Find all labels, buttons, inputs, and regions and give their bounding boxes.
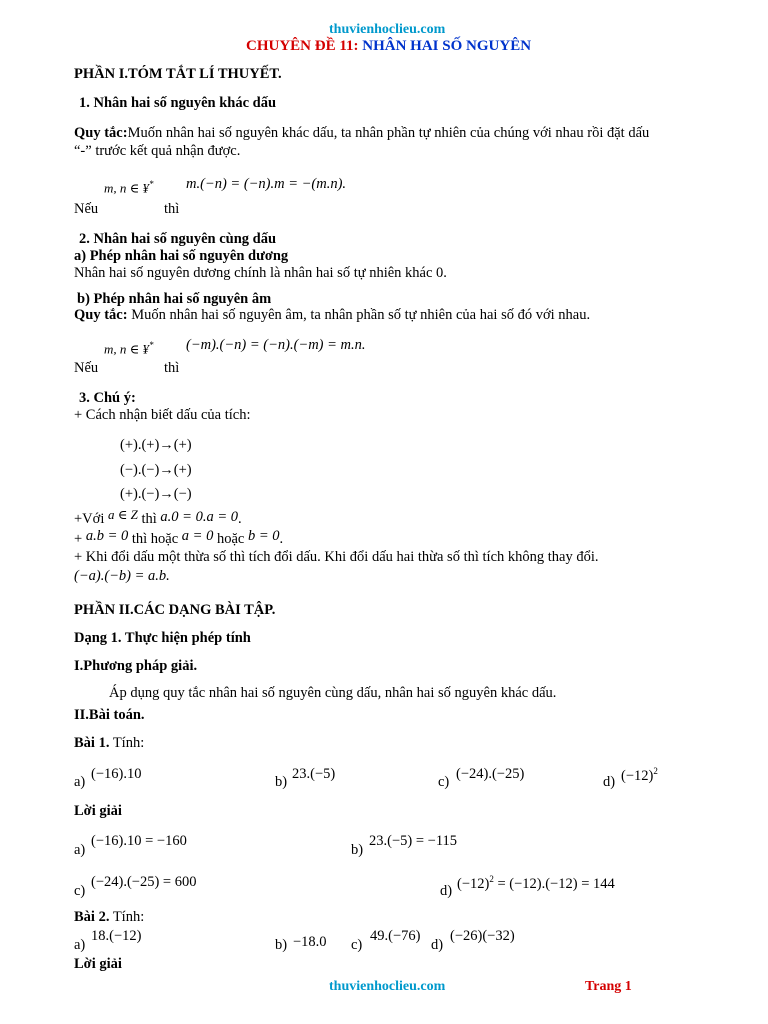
sign-rule-3: (+).(−)→(−) (120, 486, 192, 502)
bai1-sol-d-label: d) (440, 883, 453, 899)
s2b-rule-text: Muốn nhân hai số nguyên âm, ta nhân phần số tự nhiên của hai số đó với nhau. (127, 307, 591, 323)
s1-formula: m.(−n) = (−n).m = −(m.n). (186, 176, 347, 192)
bai2-solution-label: Lời giải (74, 956, 122, 972)
sign-change-formula: (−a).(−b) = a.b. (74, 568, 170, 584)
s2a-heading: a) Phép nhân hai số nguyên dương (74, 248, 289, 264)
page-number: Trang 1 (585, 979, 632, 994)
bai2-item-d-label: d) (431, 937, 444, 953)
problems-title: II.Bài toán. (74, 707, 145, 723)
bai1-item-b-label: b) (275, 774, 288, 790)
sign-rule-1: (+).(+)→(+) (120, 437, 192, 453)
bai1-item-d-expr: $(-12)^2$ (621, 766, 658, 784)
with-a-line: +Với a ∈ Z thì a.0 = 0.a = 0. (74, 507, 242, 527)
dang1-heading: Dạng 1. Thực hiện phép tính (74, 630, 251, 646)
method-text: Áp dụng quy tắc nhân hai số nguyên cùng dấu, nhân hai số nguyên khác dấu. (109, 685, 557, 701)
bai1-sol-c-label: c) (74, 883, 86, 899)
bai1-item-c-label: c) (438, 774, 450, 790)
s2-condition: m, n ∈ ¥* (104, 340, 154, 357)
bai2-item-c-label: c) (351, 937, 363, 953)
s2-heading: 2. Nhân hai số nguyên cùng dấu (79, 231, 277, 247)
bai2-item-b-expr: −18.0 (293, 934, 327, 950)
bai2-heading: Bài 2. Tính: (74, 909, 145, 925)
topic-name: NHÂN HAI SỐ NGUYÊN (362, 38, 532, 54)
bai1-sol-a-expr: (−16).10 = −160 (91, 833, 187, 849)
method-title: I.Phương pháp giải. (74, 658, 198, 674)
part2-title: PHẦN II.CÁC DẠNG BÀI TẬP. (74, 602, 276, 618)
s1-neu: Nếu (74, 201, 99, 217)
s1-rule-text-1: Muốn nhân hai số nguyên khác dấu, ta nhân phần tự nhiên của chúng với nhau rồi đặt dấu (127, 125, 650, 141)
product-zero-line: + a.b = 0 thì hoặc a = 0 hoặc b = 0. (74, 528, 284, 547)
s2a-text: Nhân hai số nguyên dương chính là nhân hai số tự nhiên khác 0. (74, 265, 447, 281)
s3-heading: 3. Chú ý: (79, 390, 136, 406)
footer-site: thuvienhoclieu.com (329, 979, 446, 994)
s3-sign-intro: + Cách nhận biết dấu của tích: (74, 407, 251, 423)
bai1-sol-c-expr: (−24).(−25) = 600 (91, 874, 197, 890)
s2-thi: thì (164, 360, 180, 376)
sign-change-text: + Khi đổi dấu một thừa số thì tích đổi dấu. Khi đổi dấu hai thừa số thì tích không thay đổi. (74, 549, 599, 565)
s2-formula: (−m).(−n) = (−n).(−m) = m.n. (186, 337, 366, 353)
bai1-solution-label: Lời giải (74, 803, 122, 819)
part1-title: PHẦN I.TÓM TẮT LÍ THUYẾT. (74, 66, 282, 82)
bai1-sol-d-expr: $(-12)^2 = (-12).(-12) = 144$ (457, 874, 615, 892)
bai1-item-a-expr: (−16).10 (91, 766, 142, 782)
s1-rule-text-2: “-” trước kết quả nhận được. (74, 143, 241, 159)
bai1-sol-a-label: a) (74, 842, 86, 858)
s1-rule-label: Quy tắc: (74, 125, 128, 141)
bai2-item-d-expr: (−26)(−32) (450, 928, 515, 944)
s2-neu: Nếu (74, 360, 99, 376)
bai1-sol-b-label: b) (351, 842, 364, 858)
bai1-item-a-label: a) (74, 774, 86, 790)
s1-heading: 1. Nhân hai số nguyên khác dấu (79, 95, 277, 111)
bai2-item-a-label: a) (74, 937, 86, 953)
bai2-item-a-expr: 18.(−12) (91, 928, 142, 944)
bai1-sol-b-expr: 23.(−5) = −115 (369, 833, 458, 849)
bai1-heading: Bài 1. Tính: (74, 735, 145, 751)
s2b-rule-label: Quy tắc: (74, 307, 128, 323)
topic-title (246, 38, 531, 55)
bai2-item-c-expr: 49.(−76) (370, 928, 421, 944)
sign-rule-2: (−).(−)→(+) (120, 462, 192, 478)
topic-prefix: CHUYÊN ĐỀ 11: (246, 38, 363, 54)
s1-rule (74, 125, 710, 142)
bai2-item-b-label: b) (275, 937, 288, 953)
bai1-item-b-expr: 23.(−5) (292, 766, 336, 782)
s2b-rule (74, 307, 590, 324)
bai1-item-c-expr: (−24).(−25) (456, 766, 525, 782)
bai1-item-d-label: d) (603, 774, 616, 790)
s1-thi: thì (164, 201, 180, 217)
header-site: thuvienhoclieu.com (329, 22, 446, 37)
s1-condition: m, n ∈ ¥* (104, 179, 154, 196)
s2b-heading: b) Phép nhân hai số nguyên âm (77, 291, 272, 307)
